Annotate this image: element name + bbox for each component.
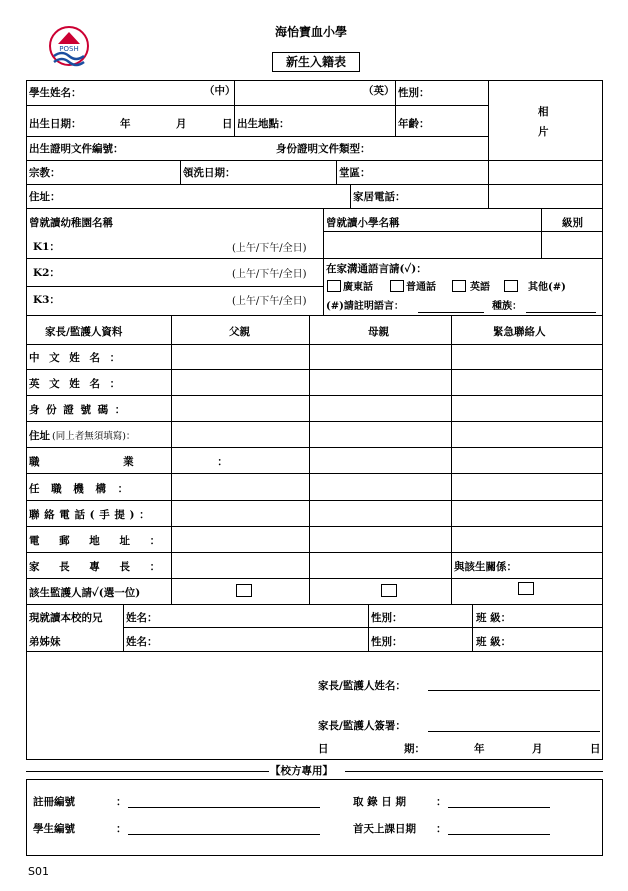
school-logo xyxy=(44,22,94,74)
kg-name-label: 曾就讀幼稚園名稱 xyxy=(29,217,113,229)
photo-label-2: 片 xyxy=(538,126,549,138)
row-chinese-name: 中 文 姓 名 ： xyxy=(29,352,121,364)
guardian-father-checkbox[interactable] xyxy=(236,584,252,597)
guardian-label: 該生監護人請✓(選一位) xyxy=(29,587,141,599)
parent-sign-line[interactable] xyxy=(428,731,600,732)
stu-no-line[interactable] xyxy=(128,834,320,835)
row-address-note: (同上者無須填寫)： xyxy=(52,431,136,442)
k2-session: (上午/下午/全日) xyxy=(232,269,307,280)
school-name: 海怡寶血小學 xyxy=(275,25,348,39)
sibling2-class: 班 級： xyxy=(476,636,512,648)
reg-no-line[interactable] xyxy=(128,807,320,808)
first-day-label: 首天上課日期 xyxy=(353,823,416,835)
emergency-header: 緊急聯絡人 xyxy=(493,326,546,338)
date-label-2: 期： xyxy=(404,743,425,755)
putonghua-label: 普通話 xyxy=(406,282,436,293)
date-month: 月 xyxy=(532,743,543,755)
admit-date-colon: ： xyxy=(436,796,447,808)
form-title: 新生入籍表 xyxy=(286,55,347,69)
sibling2-gender: 性別： xyxy=(371,636,403,648)
name-chinese-label: （中） xyxy=(204,85,236,97)
first-day-line[interactable] xyxy=(448,834,550,835)
sibling1-name: 姓名： xyxy=(126,612,158,624)
date-year: 年 xyxy=(474,743,485,755)
home-tel-label: 家居電話： xyxy=(353,191,406,203)
row-employer: 任 職 機 構 ： xyxy=(29,483,129,495)
parent-name-label: 家長/監護人姓名： xyxy=(318,680,406,692)
sibling-label-2: 弟姊妹 xyxy=(29,636,61,648)
sibling2-name: 姓名： xyxy=(126,636,158,648)
dob-label: 出生日期： xyxy=(29,118,82,130)
k1-session: (上午/下午/全日) xyxy=(232,243,307,254)
cantonese-checkbox[interactable] xyxy=(327,280,341,292)
id-type-label: 身份證明文件類型： xyxy=(276,143,371,155)
office-box xyxy=(26,779,603,856)
birth-cert-label: 出生證明文件編號： xyxy=(29,143,124,155)
form-frame xyxy=(26,80,603,760)
other-label: 其他(#) xyxy=(528,282,566,293)
reg-no-colon: ： xyxy=(116,796,127,808)
age-label: 年齡： xyxy=(398,118,430,130)
date-day: 日 xyxy=(590,743,601,755)
dob-year: 年 xyxy=(120,118,131,130)
k1-label: K1： xyxy=(33,241,60,253)
other-checkbox[interactable] xyxy=(504,280,518,292)
form-code: S01 xyxy=(28,865,49,878)
dob-month: 月 xyxy=(176,118,187,130)
language-note-label: (#)請註明語言： xyxy=(326,301,404,312)
parent-name-line[interactable] xyxy=(428,690,600,691)
name-english-label: （英） xyxy=(363,85,395,97)
row-id-number: 身 份 證 號 碼 ： xyxy=(29,404,126,416)
baptism-label: 領洗日期： xyxy=(183,167,236,179)
grade-label: 級別 xyxy=(562,217,583,229)
admit-date-label: 取 錄 日 期 xyxy=(353,796,406,808)
k2-label: K2： xyxy=(33,267,60,279)
language-note-line[interactable] xyxy=(418,312,484,313)
english-label: 英語 xyxy=(470,282,490,293)
dob-day: 日 xyxy=(222,118,233,130)
row-email: 電 郵 地 址 ： xyxy=(29,535,161,547)
cantonese-label: 廣東話 xyxy=(343,282,373,293)
relation-label: 與該生關係： xyxy=(454,561,517,573)
ethnic-line[interactable] xyxy=(526,312,596,313)
gender-label: 性別： xyxy=(398,87,430,99)
k3-session: (上午/下午/全日) xyxy=(232,296,307,307)
stu-no-colon: ： xyxy=(116,823,127,835)
parent-header-label: 家長/監護人資料 xyxy=(45,326,123,338)
sibling1-class: 班 級： xyxy=(476,612,512,624)
first-day-colon: ： xyxy=(436,823,447,835)
primary-name-label: 曾就讀小學名稱 xyxy=(326,217,400,229)
guardian-emergency-checkbox[interactable] xyxy=(518,582,534,595)
row-phone: 聯 絡 電 話 ( 手 提 ) ： xyxy=(29,509,150,521)
photo-label-1: 相 xyxy=(538,106,549,118)
row-address: 住址 xyxy=(29,430,50,442)
date-label-1: 日 xyxy=(318,743,329,755)
putonghua-checkbox[interactable] xyxy=(390,280,404,292)
religion-label: 宗教： xyxy=(29,167,61,179)
sibling-label-1: 現就讀本校的兄 xyxy=(29,612,103,624)
parish-label: 堂區： xyxy=(339,167,371,179)
row-english-name: 英 文 姓 名 ： xyxy=(29,378,121,390)
address-label: 住址： xyxy=(29,191,61,203)
row-skills: 家 長 專 長 ： xyxy=(29,561,161,573)
mother-header: 母親 xyxy=(368,326,389,338)
reg-no-label: 註冊編號 xyxy=(33,796,75,808)
svg-text:POSH: POSH xyxy=(59,45,79,53)
birthplace-label: 出生地點： xyxy=(237,118,290,130)
student-name-label: 學生姓名： xyxy=(29,87,82,99)
row-occupation: 職 業 ： xyxy=(29,456,228,468)
k3-label: K3： xyxy=(33,294,60,306)
language-title: 在家溝通語言請(✓)： xyxy=(326,263,427,275)
guardian-mother-checkbox[interactable] xyxy=(381,584,397,597)
english-checkbox[interactable] xyxy=(452,280,466,292)
stu-no-label: 學生編號 xyxy=(33,823,75,835)
admit-date-line[interactable] xyxy=(448,807,550,808)
parent-sign-label: 家長/監護人簽署： xyxy=(318,720,406,732)
ethnic-label: 種族： xyxy=(492,301,522,312)
sibling1-gender: 性別： xyxy=(371,612,403,624)
father-header: 父親 xyxy=(229,326,250,338)
office-title: 【校方專用】 xyxy=(270,765,333,777)
